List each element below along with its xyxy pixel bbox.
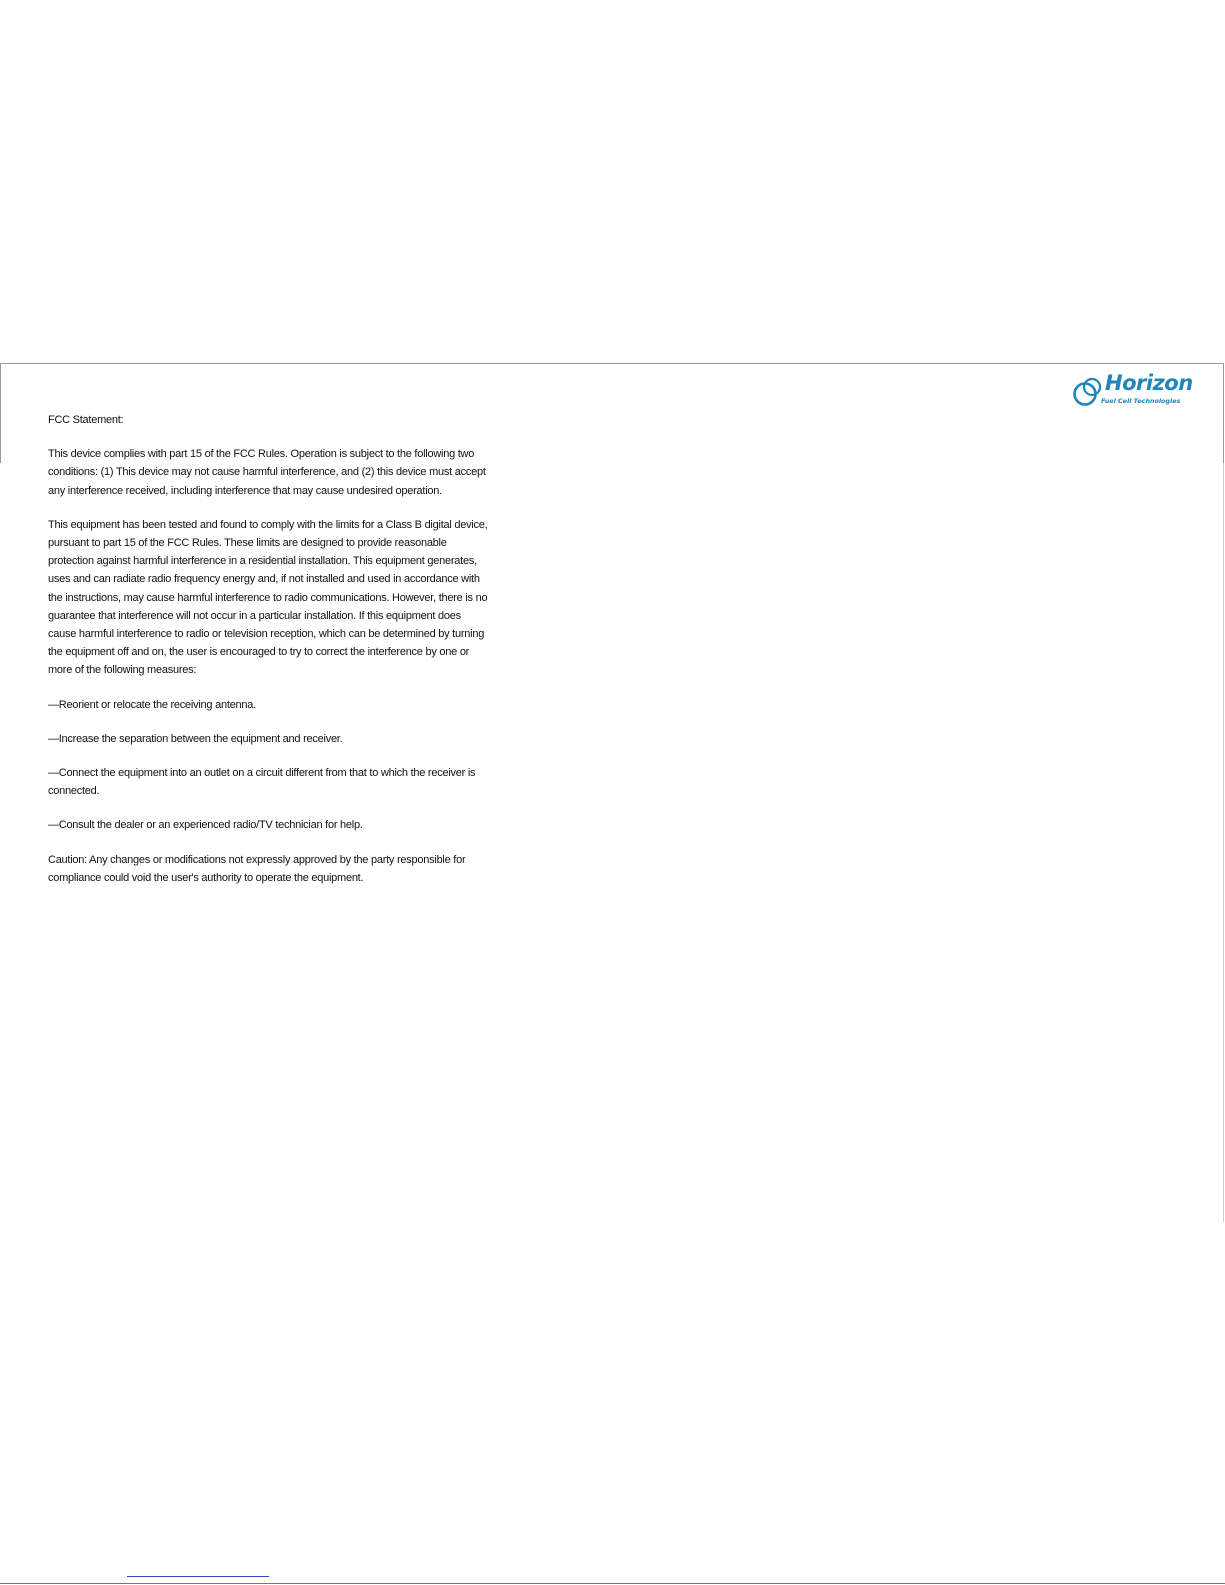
frame-right-side bbox=[1223, 463, 1224, 1222]
measure-reorient: —Reorient or relocate the receiving antenna. bbox=[48, 698, 256, 711]
measure-consult: —Consult the dealer or an experienced radio/TV technician for help. bbox=[48, 819, 363, 832]
logo-tagline: Fuel Cell Technologies bbox=[1101, 397, 1181, 405]
fcc-heading: FCC Statement: bbox=[48, 414, 124, 426]
measure-outlet: —Connect the equipment into an outlet on a circuit different from that to which the receiver is connected. bbox=[48, 767, 476, 798]
footnote-separator bbox=[127, 1576, 269, 1577]
fcc-paragraph-class-b: This equipment has been tested and found to comply with the limits for a Class B digital device, pursuant to part 15 of the FCC Rules. These limits are designed to provide reasonable protection against harmful interference in a residential installation. This equipment generates, uses and can radiate radio frequency energy and, if not installed and used in accordance with the instructions, may cause harmful interference to radio communications. However, there is no guarantee that interference will not occur in a particular installation. If this equipment does cause harmful interference to radio or television reception, which can be determined by turning the equipment off and on, the user is encouraged to try to correct the interference by one or more of the following measures: bbox=[48, 518, 488, 677]
fcc-caution: Caution: Any changes or modifications not expressly approved by the party responsible for compliance could void the user's authority to operate the equipment. bbox=[48, 853, 466, 884]
measure-separation: —Increase the separation between the equipment and receiver. bbox=[48, 732, 343, 745]
horizon-logo bbox=[1072, 373, 1194, 409]
frame-left-edge bbox=[0, 363, 1, 463]
fcc-paragraph-conditions: This device complies with part 15 of the FCC Rules. Operation is subject to the following two conditions: (1) This device may not cause harmful interference, and (2) this device must accept any interference received, including interference that may cause undesired operation. bbox=[48, 448, 486, 497]
logo-wordmark: Horizon bbox=[1105, 371, 1193, 395]
fcc-statement bbox=[48, 411, 490, 903]
frame-right-edge bbox=[1223, 363, 1224, 463]
bottom-rule bbox=[0, 1583, 1225, 1584]
